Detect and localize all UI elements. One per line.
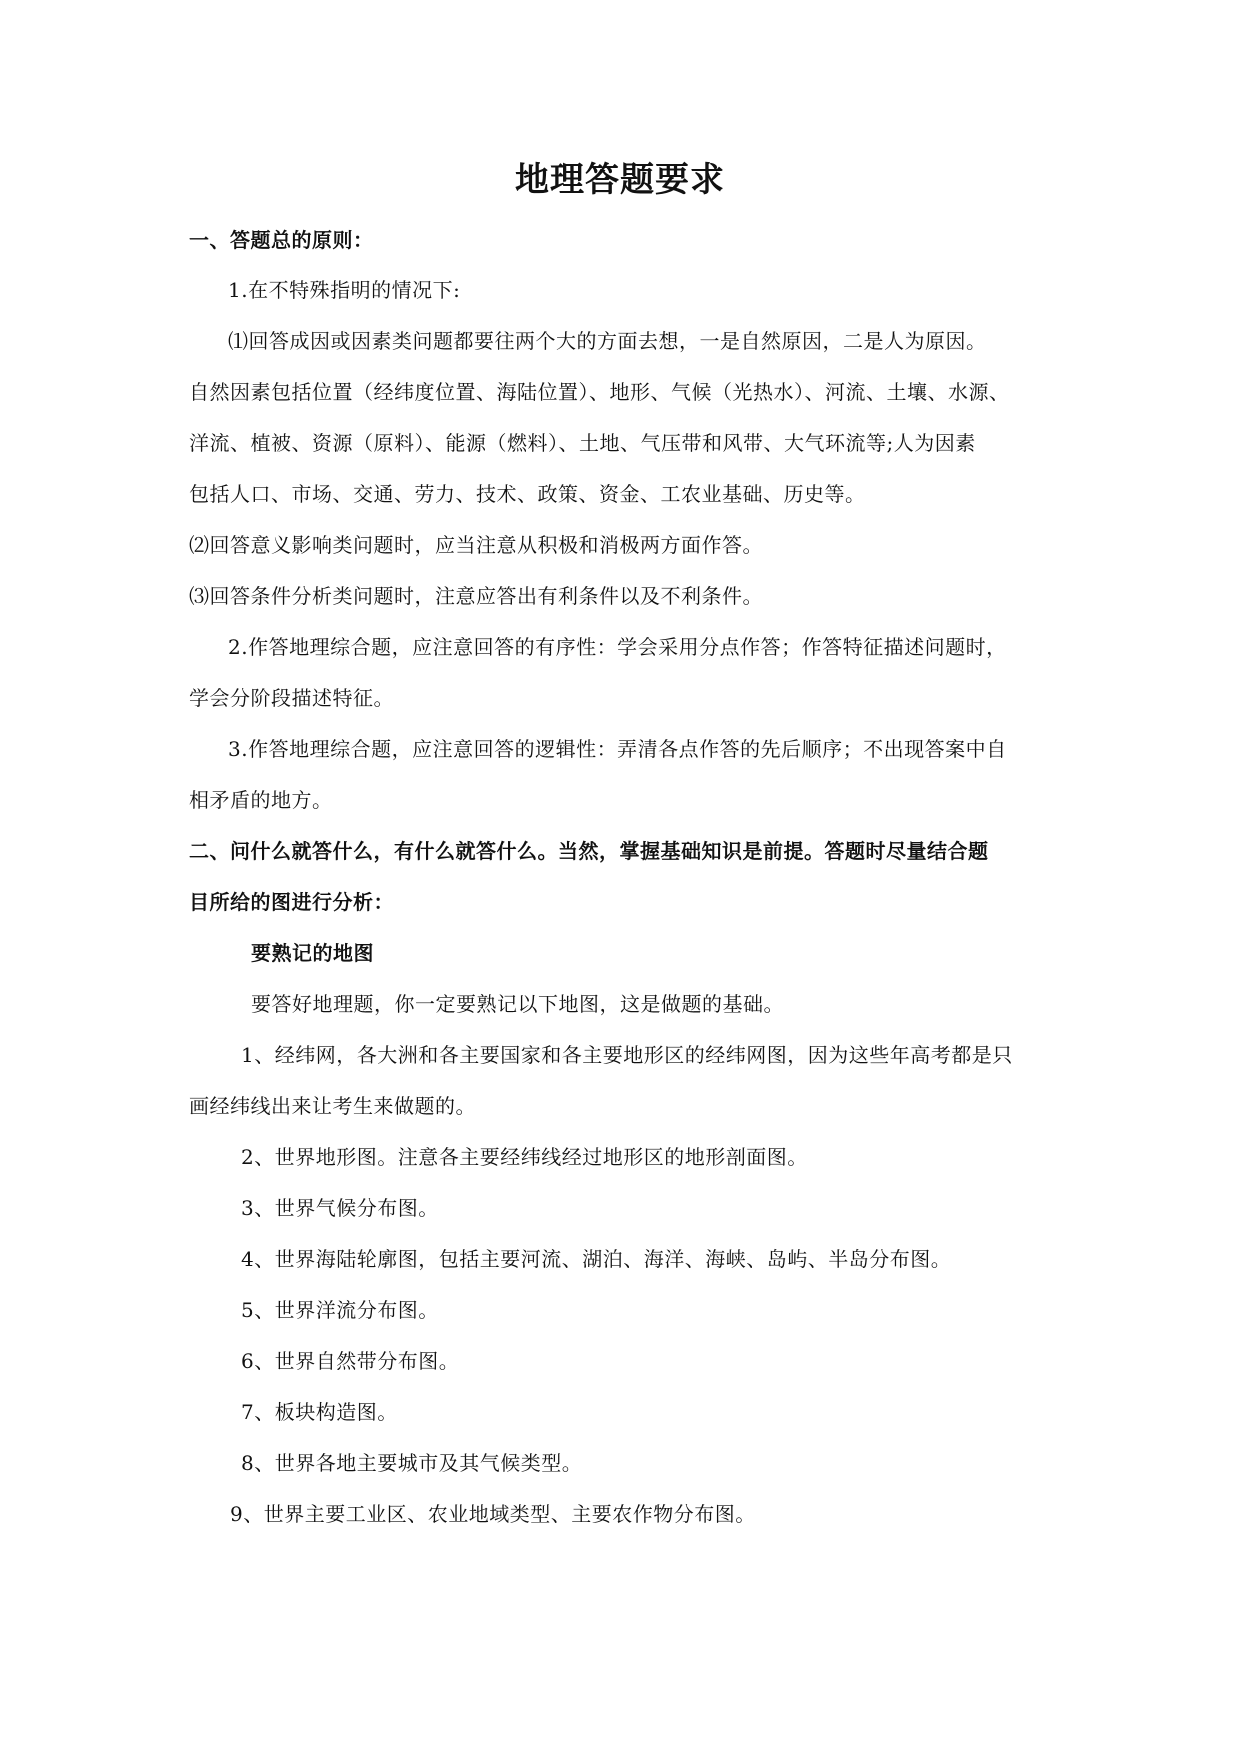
map-item: 5、世界洋流分布图。 <box>241 1298 439 1322</box>
subheading: 要熟记的地图 <box>251 941 374 965</box>
intro-line: 要答好地理题，你一定要熟记以下地图，这是做题的基础。 <box>251 992 784 1016</box>
map-item: 6、世界自然带分布图。 <box>241 1349 460 1373</box>
map-item: 2、世界地形图。注意各主要经纬线经过地形区的地形剖面图。 <box>241 1145 808 1169</box>
map-item: 3、世界气候分布图。 <box>241 1196 439 1220</box>
paragraph-line: 洋流、植被、资源（原料）、能源（燃料）、土地、气压带和风带、大气环流等;人为因素 <box>189 431 976 455</box>
section-2-heading: 目所给的图进行分析： <box>189 890 394 914</box>
page-title: 地理答题要求 <box>515 160 725 200</box>
map-item: 画经纬线出来让考生来做题的。 <box>189 1094 476 1118</box>
item-1-intro: 1.在不特殊指明的情况下: <box>228 278 461 302</box>
map-item: 8、世界各地主要城市及其气候类型。 <box>241 1451 583 1475</box>
map-item: 7、板块构造图。 <box>241 1400 398 1424</box>
map-item: 4、世界海陆轮廓图，包括主要河流、湖泊、海洋、海峡、岛屿、半岛分布图。 <box>241 1247 952 1271</box>
item-3-line: 相矛盾的地方。 <box>189 788 333 812</box>
map-item: 1、经纬网，各大洲和各主要国家和各主要地形区的经纬网图，因为这些年高考都是只 <box>241 1043 1013 1067</box>
section-1-heading: 一、答题总的原则： <box>189 228 374 252</box>
item-3-line: 3.作答地理综合题，应注意回答的逻辑性：弄清各点作答的先后顺序；不出现答案中自 <box>228 737 1007 761</box>
item-2-line: 学会分阶段描述特征。 <box>189 686 394 710</box>
item-2-line: 2.作答地理综合题，应注意回答的有序性：学会采用分点作答；作答特征描述问题时， <box>228 635 1007 659</box>
paragraph-line: ⑵回答意义影响类问题时，应当注意从积极和消极两方面作答。 <box>189 533 763 557</box>
paragraph-line: ⑴回答成因或因素类问题都要往两个大的方面去想，一是自然原因，二是人为原因。 <box>228 329 987 353</box>
paragraph-line: 包括人口、市场、交通、劳力、技术、政策、资金、工农业基础、历史等。 <box>189 482 866 506</box>
map-item: 9、世界主要工业区、农业地域类型、主要农作物分布图。 <box>230 1502 756 1526</box>
paragraph-line: ⑶回答条件分析类问题时，注意应答出有利条件以及不利条件。 <box>189 584 763 608</box>
paragraph-line: 自然因素包括位置（经纬度位置、海陆位置）、地形、气候（光热水）、河流、土壤、水源、 <box>189 380 1010 404</box>
section-2-heading: 二、问什么就答什么，有什么就答什么。当然，掌握基础知识是前提。答题时尽量结合题 <box>189 839 989 863</box>
